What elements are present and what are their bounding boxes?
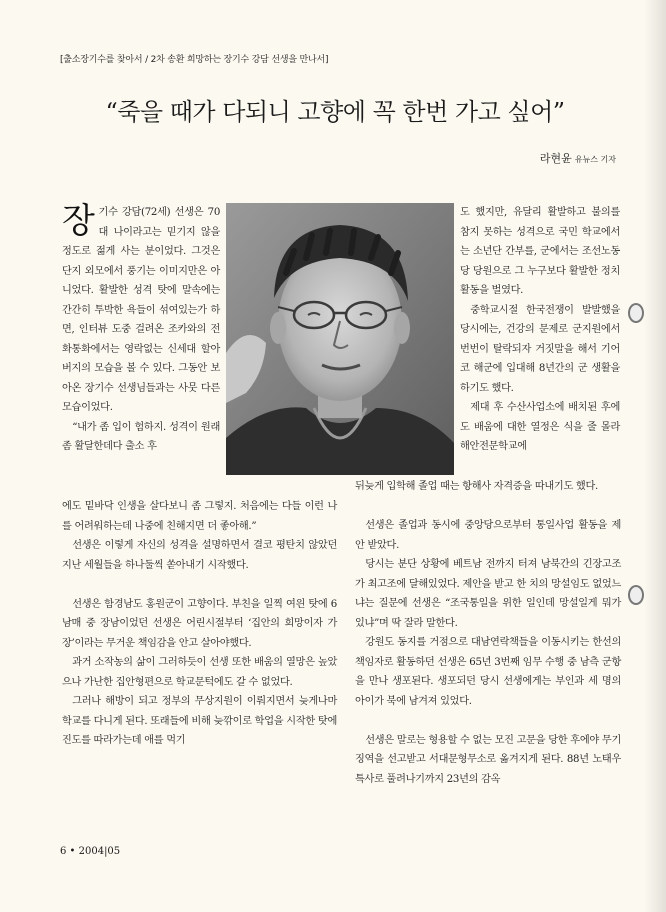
page-folio: 6 • 2004|05 [60, 846, 121, 857]
paragraph-intro: 기수 강담(72세) 선생은 70대 나이라고는 믿기지 않을 정도로 젊게 사는 분이었다. 그것은 단지 외모에서 풍기는 이미지만은 아니었다. 활발한 성격 탓에 말속에는 간간히 투박한 욕들이 섞여있는가 하면, 인터뷰 도중 걸려온 조카와의 전화통화에서는 영락없는 신세대 할아버지의 모습을 볼 수 있다. 그동안 보아온 장기수 선생님들과는 사뭇 다른 모습이었다. [62, 207, 220, 413]
paragraph-6: 도 했지만, 유달리 활발하고 불의를 참지 못하는 성격으로 국민 학교에서는 소년단 간부를, 군에서는 조선노동당 당원으로 그 누구보다 활발한 정치활동을 벌였다. [460, 207, 620, 296]
binder-hole-icon [628, 585, 644, 605]
quote-start: “내가 좀 입이 험하지. 성격이 원래 좀 활달한데다 출소 후 [62, 421, 220, 452]
page-edge-shadow [644, 0, 666, 912]
author-role: 유뉴스 기자 [574, 155, 616, 164]
drop-cap: 장 [62, 201, 95, 241]
byline [540, 150, 616, 166]
section-header: [출소장기수를 찾아서 / 2차 송환 희망하는 장기수 강담 선생을 만나서] [60, 55, 329, 65]
column-1-top [62, 203, 220, 457]
paragraph-12: 선생은 말로는 형용할 수 없는 모진 고문을 당한 후에야 무기징역을 선고받고 서대문형무소로 옮겨지게 된다. 88년 노태우 특사로 풀려나기까지 23년의 감옥 [355, 734, 621, 785]
quote-continuation: 에도 밑바닥 인생을 살다보니 좀 그렇지. 처음에는 다들 이런 나를 어려워하는데 나중에 친해지면 더 좋아해.” [62, 501, 337, 532]
portrait-photo-image [226, 203, 454, 475]
article-title: “죽을 때가 다되니 고향에 꼭 한번 가고 싶어” [105, 98, 565, 126]
paragraph-3: 선생은 함경남도 홍원군이 고향이다. 부친을 일찍 여읜 탓에 6남매 중 장남이었던 선생은 어린시절부터 ‘집안의 희망이자 가장’이라는 무거운 책임감을 안고 살아야했다. [62, 598, 337, 649]
paragraph-9: 선생은 졸업과 동시에 중앙당으로부터 통일사업 활동을 제안 받았다. [355, 520, 621, 551]
paragraph-8-end: 뒤늦게 입학해 졸업 때는 항해사 자격증을 따내기도 했다. [355, 481, 598, 492]
paragraph-11: 강원도 동지를 거점으로 대남연락책들을 이동시키는 한선의 책임자로 활동하던 선생은 65년 3번째 임무 수행 중 남측 군항을 만나 생포된다. 생포되던 당시 선생에게는 부인과 세 명의 아이가 북에 남겨져 있었다. [355, 637, 621, 707]
paragraph-4: 과거 소작농의 삶이 그러하듯이 선생 또한 배움의 열망은 높았으나 가난한 집안형편으로 학교문턱에도 갈 수 없었다. [62, 657, 337, 688]
paragraph-2: 선생은 이렇게 자신의 성격을 설명하면서 결코 평탄치 않았던 지난 세월들을 하나둘씩 쏟아내기 시작했다. [62, 540, 337, 571]
binder-hole-icon [628, 303, 644, 323]
author-name: 라현윤 [539, 152, 572, 165]
paragraph-8-start: 제대 후 수산사업소에 배치된 후에도 배움에 대한 열정은 식을 줄 몰라 해안전문학교에 [460, 402, 620, 452]
column-1-bottom [62, 497, 337, 751]
column-3-bottom [355, 477, 621, 789]
column-3-top [460, 203, 620, 457]
paragraph-10: 당시는 분단 상황에 베트남 전까지 터져 남북간의 긴장고조가 최고조에 달해있었다. 제안을 받고 한 치의 망설임도 없었느냐는 질문에 선생은 “조국통일을 위한 일인데 망설일게 뭐가 있냐”며 딱 잘라 말한다. [355, 559, 621, 629]
portrait-photo [226, 203, 454, 475]
paragraph-5: 그러나 해방이 되고 정부의 무상지원이 이뤄지면서 늦게나마 학교를 다니게 된다. 또래들에 비해 늦깎이로 학업을 시작한 탓에 진도를 따라가는데 애를 먹기 [62, 696, 337, 746]
paragraph-7: 중학교시절 한국전쟁이 발발했을 당시에는, 건강의 문제로 군지원에서 번번이 탈락되자 거짓말을 해서 기어코 해군에 입대해 8년간의 군 생활을 하기도 했다. [460, 304, 620, 394]
